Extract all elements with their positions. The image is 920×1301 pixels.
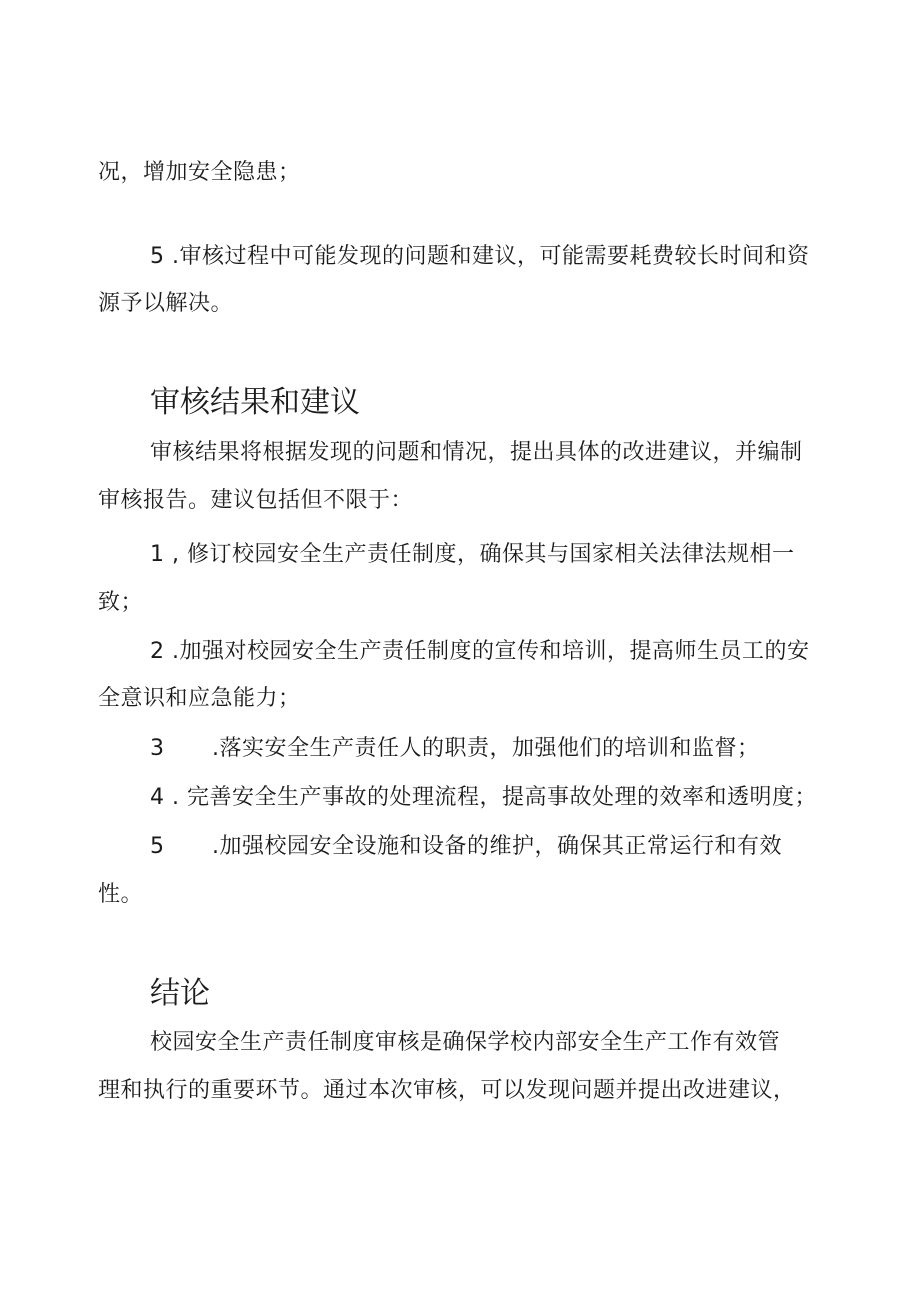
list-item: 1 , 修订校园安全生产责任制度，确保其与国家相关法律法规相一 bbox=[150, 542, 795, 567]
text-line: 理和执行的重要环节。通过本次审核，可以发现问题并提出改进建议， bbox=[98, 1078, 796, 1103]
list-item: .落实安全生产责任人的职责，加强他们的培训和监督； bbox=[212, 736, 760, 761]
list-item-number: 5 bbox=[150, 834, 165, 859]
text-line: 5 .审核过程中可能发现的问题和建议，可能需要耗费较长时间和资 bbox=[150, 244, 810, 269]
list-item-continuation: 性。 bbox=[98, 882, 144, 907]
section-heading: 审核结果和建议 bbox=[150, 385, 360, 420]
text-line: 审核报告。建议包括但不限于： bbox=[98, 488, 414, 513]
list-item: 2 .加强对校园安全生产责任制度的宣传和培训，提高师生员工的安 bbox=[150, 639, 810, 664]
text-line: 审核结果将根据发现的问题和情况，提出具体的改进建议，并编制 bbox=[150, 440, 803, 465]
list-item-continuation: 全意识和应急能力； bbox=[98, 686, 301, 711]
text-line: 况，增加安全隐患； bbox=[98, 160, 301, 185]
list-item-continuation: 致； bbox=[98, 590, 144, 615]
text-line: 源予以解决。 bbox=[98, 291, 234, 316]
list-item-number: 3 bbox=[150, 736, 165, 761]
text-line: 校园安全生产责任制度审核是确保学校内部安全生产工作有效管 bbox=[150, 1030, 781, 1055]
list-item: 4 . 完善安全生产事故的处理流程，提高事故处理的效率和透明度； bbox=[150, 785, 817, 810]
section-heading: 结论 bbox=[150, 976, 210, 1011]
list-item: .加强校园安全设施和设备的维护，确保其正常运行和有效 bbox=[212, 834, 782, 859]
